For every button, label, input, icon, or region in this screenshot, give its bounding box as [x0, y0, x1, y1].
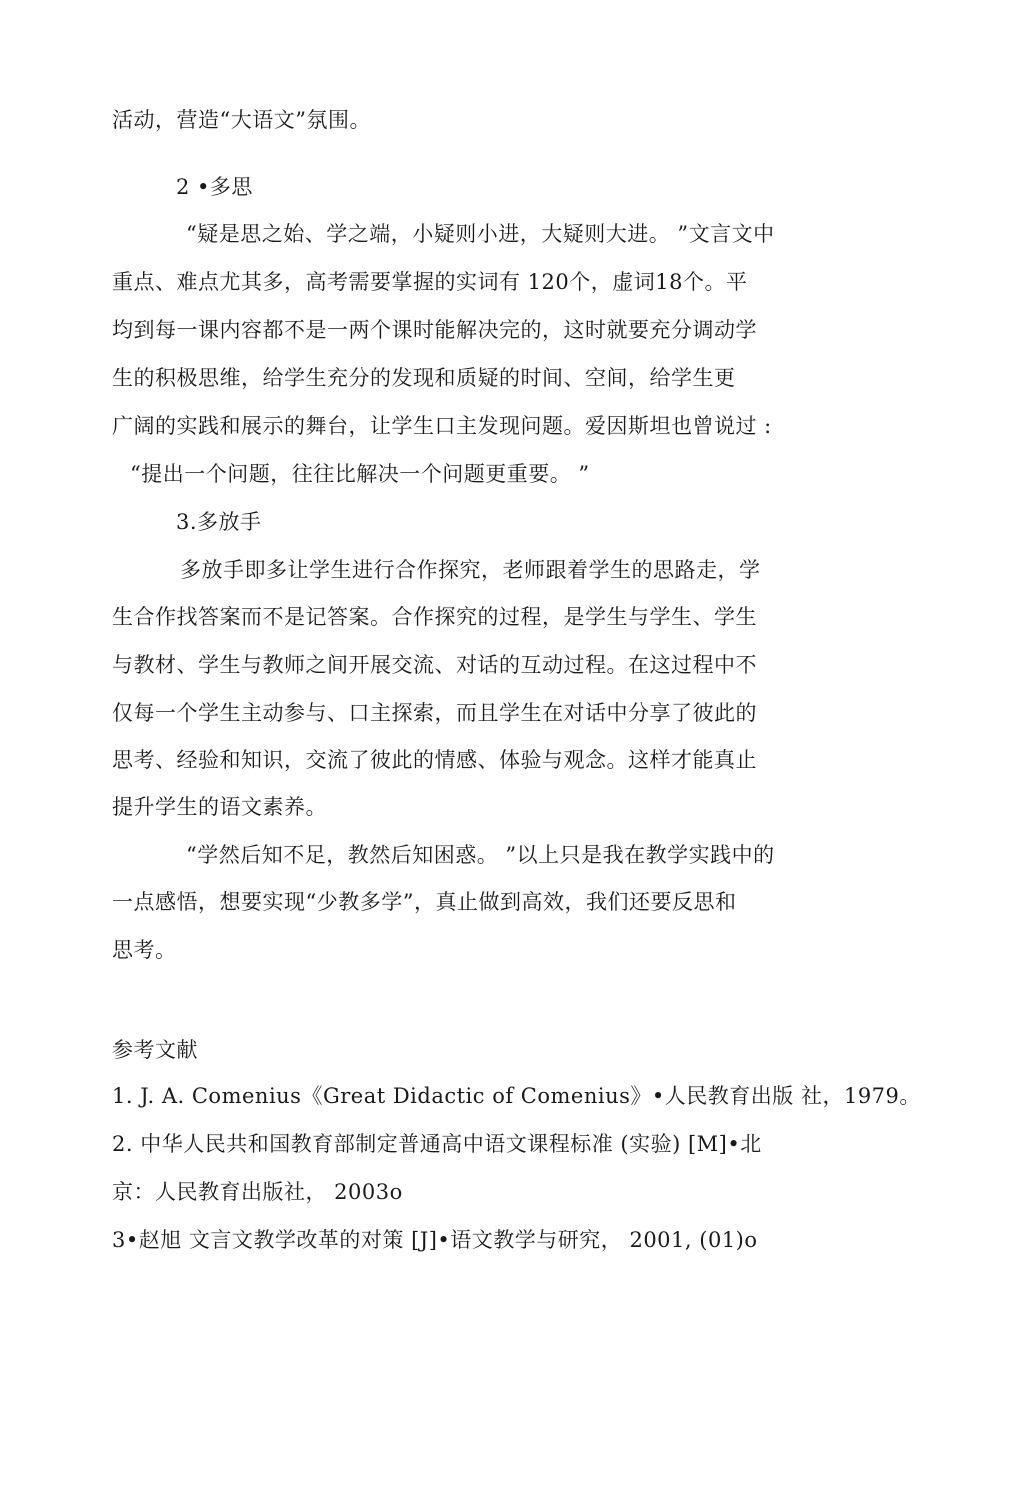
duosi-line-1: “疑是思之始、学之端，小疑则小进，大疑则大进。 ”文言文中 [186, 222, 775, 246]
reference-item-3: 3•赵旭 文言文教学改革的对策 [J]•语文教学与研究， 2001, (01)o [112, 1228, 758, 1252]
duofangshou-line-5: 思考、经验和知识，交流了彼此的情感、体验与观念。这样才能真止 [112, 748, 757, 772]
duofangshou-line-1: 多放手即多让学生进行合作探究，老师跟着学生的思路走，学 [180, 558, 761, 582]
duosi-line-5: 广阔的实践和展示的舞台，让学生口主发现问题。爱因斯坦也曾说过 : [112, 414, 772, 438]
heading-duosi: 2 •多思 [176, 175, 253, 199]
duofangshou-line-3: 与教材、学生与教师之间开展交流、对话的互动过程。在这过程中不 [112, 653, 757, 677]
reference-item-1: 1. J. A. Comenius《Great Didactic of Comenius》•人民教育出版 社，1979。 [112, 1084, 921, 1108]
conclusion-line-2: 一点感悟，想要实现“少教多学”，真止做到高效，我们还要反思和 [112, 890, 737, 914]
duofangshou-line-6: 提升学生的语文素养。 [112, 795, 327, 819]
intro-end-line: 活动，营造“大语文”氛围。 [112, 108, 371, 132]
duosi-line-2: 重点、难点尤其多，高考需要掌握的实词有 120个，虚词18个。平 [112, 270, 748, 294]
reference-item-2-cont: 京：人民教育出版社， 2003o [112, 1180, 403, 1204]
conclusion-line-3: 思考。 [112, 938, 177, 962]
heading-duofangshou: 3.多放手 [176, 510, 262, 534]
duosi-line-4: 生的积极思维，给学生充分的发现和质疑的时间、空间，给学生更 [112, 366, 736, 390]
duofangshou-line-4: 仅每一个学生主动参与、口主探索，而且学生在对话中分享了彼此的 [112, 701, 757, 725]
conclusion-line-1: “学然后知不足，教然后知困惑。 ”以上只是我在教学实践中的 [186, 843, 775, 867]
duosi-line-3: 均到每一课内容都不是一两个课时能解决完的，这时就要充分调动学 [112, 318, 757, 342]
duosi-line-6: “提出一个问题，往往比解决一个问题更重要。 ” [130, 462, 590, 486]
reference-item-2: 2. 中华人民共和国教育部制定普通高中语文课程标准 (实验) [M]•北 [112, 1132, 762, 1156]
references-title: 参考文献 [112, 1038, 198, 1062]
duofangshou-line-2: 生合作找答案而不是记答案。合作探究的过程，是学生与学生、学生 [112, 605, 757, 629]
